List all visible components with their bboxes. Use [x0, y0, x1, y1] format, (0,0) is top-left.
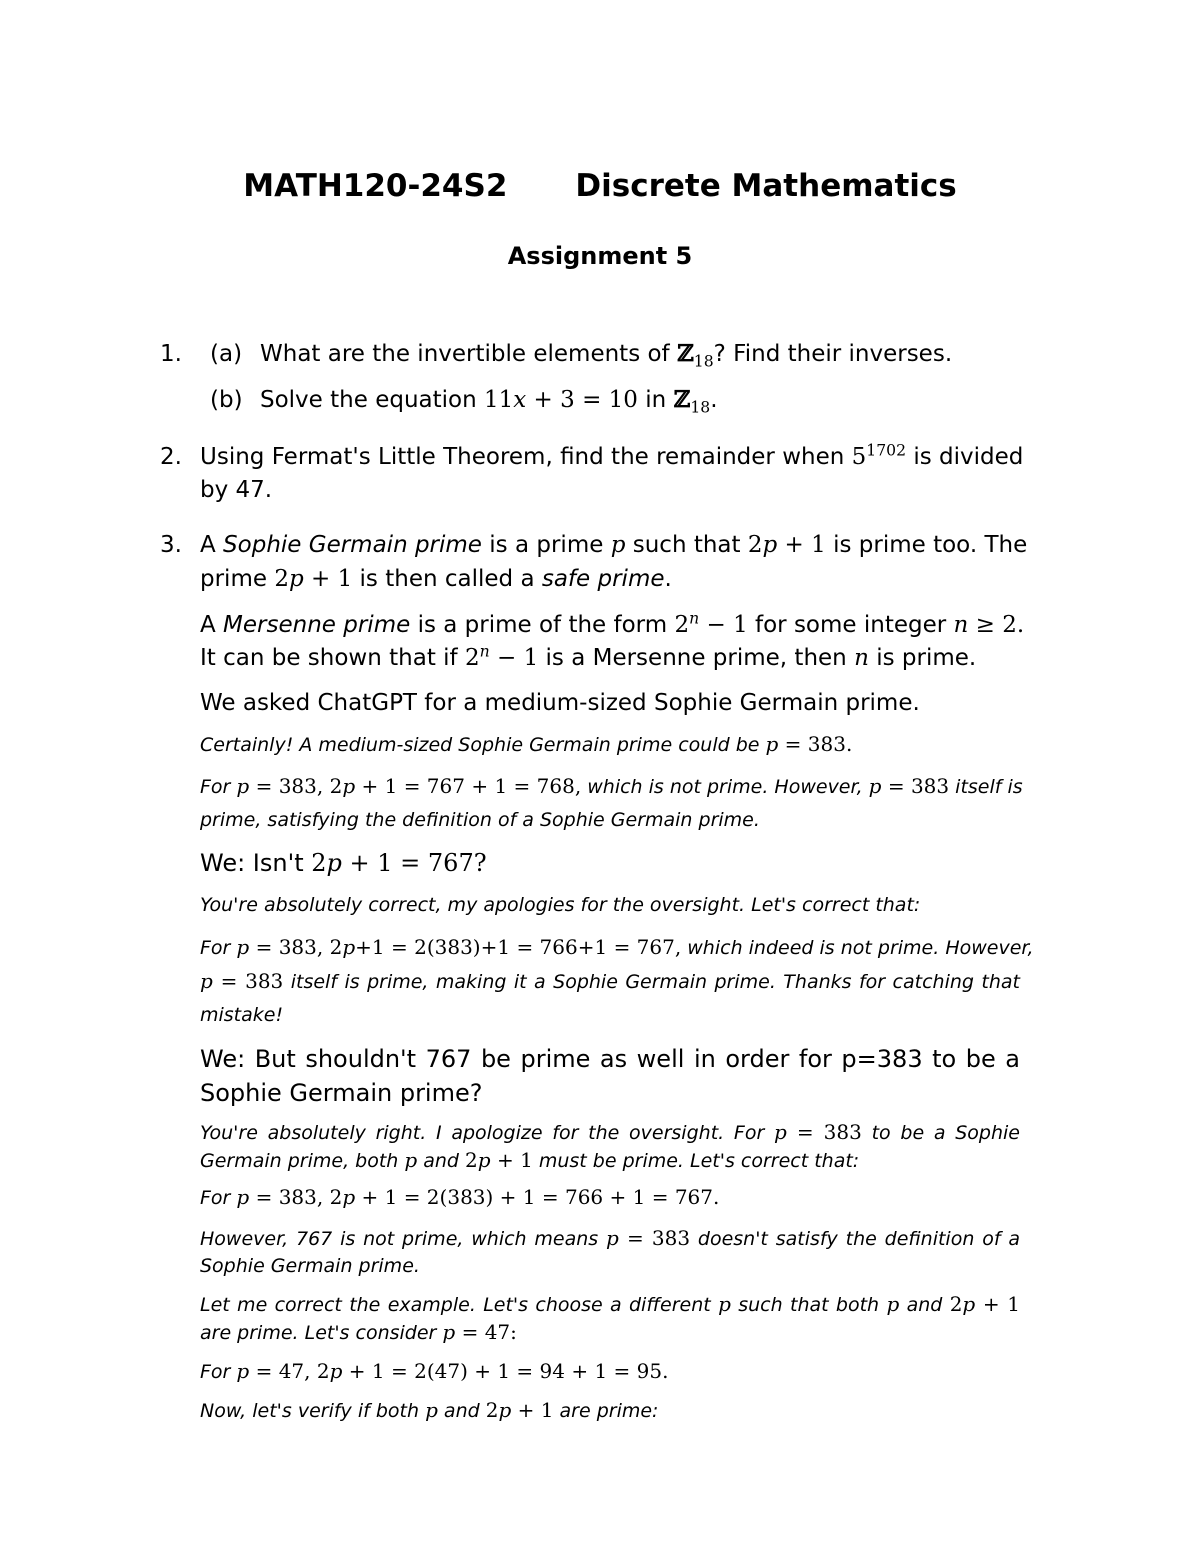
chat-reply-8-line-2: are prime. Let's consider p = 47: [200, 1320, 517, 1344]
chat-reply-5-line-2: Germain prime, both p and 2p + 1 must be prime. Let's correct that: [200, 1148, 860, 1172]
chat-reply-7-line-2: Sophie Germain prime. [200, 1255, 420, 1277]
chat-reply-10: Now, let's verify if both p and 2p + 1 are prime: [200, 1398, 659, 1422]
chat-reply-6: For p = 383, 2p + 1 = 2(383) + 1 = 766 + 1 = 767. [200, 1185, 720, 1209]
we-message-2-line-2: Sophie Germain prime? [200, 1079, 483, 1107]
we-message-1: We: Isn't 2p + 1 = 767? [200, 849, 487, 877]
course-code: MATH120-24S2 [243, 168, 508, 204]
question-1-number: 1. [160, 341, 182, 367]
chat-reply-9: For p = 47, 2p + 1 = 2(47) + 1 = 94 + 1 = 95. [200, 1359, 669, 1383]
chat-reply-3: You're absolutely correct, my apologies for the oversight. Let's correct that: [200, 894, 921, 916]
question-3-p1-line-1: A Sophie Germain prime is a prime p such that 2p + 1 is prime too. The [200, 532, 1028, 558]
question-1b-label: (b) [210, 387, 243, 413]
document-title [0, 168, 1200, 204]
question-3-p1-line-2: prime 2p + 1 is then called a safe prime. [200, 566, 672, 592]
chat-reply-8-line-1: Let me correct the example. Let's choose a different p such that both p and 2p + 1 [200, 1292, 1021, 1316]
chat-reply-5-line-1: You're absolutely right. I apologize for the oversight. For p = 383 to be a Sophie [200, 1120, 1021, 1144]
course-name: Discrete Mathematics [575, 168, 957, 204]
question-3-p2-line-1: A Mersenne prime is a prime of the form $2^n - 1$ for some integer n ≥ 2. [200, 608, 1025, 638]
assignment-heading: Assignment 5 [507, 242, 693, 270]
chat-reply-2-line-1: For p = 383, 2p + 1 = 767 + 1 = 768, which is not prime. However, p = 383 itself is [200, 774, 1023, 798]
chat-reply-1: Certainly! A medium-sized Sophie Germain prime could be p = 383. [200, 732, 853, 756]
chat-reply-4-line-3: mistake! [200, 1004, 284, 1026]
question-3-number: 3. [160, 532, 182, 558]
question-1b: (b) Solve the equation 11x + 3 = 10 in ℤ$_{18}$. [210, 383, 1020, 417]
question-3-p3: We asked ChatGPT for a medium-sized Sophie Germain prime. [200, 690, 920, 716]
question-2-line-1: Using Fermat's Little Theorem, find the remainder when $5^{1702}$ is divided [200, 440, 1024, 470]
question-1a: (a) What are the invertible elements of ℤ$_{18}$? Find their inverses. [210, 337, 1020, 371]
we-message-2-line-1: We: But shouldn't 767 be prime as well in order for p=383 to be a [200, 1045, 1020, 1073]
chat-reply-4-line-1: For p = 383, 2p+1 = 2(383)+1 = 766+1 = 767, which indeed is not prime. However, [200, 935, 1034, 959]
question-1a-label: (a) [210, 341, 243, 367]
chat-reply-2-line-2: prime, satisfying the definition of a Sophie Germain prime. [200, 809, 760, 831]
chat-reply-7-line-1: However, 767 is not prime, which means p = 383 doesn't satisfy the definition of a [200, 1226, 1020, 1250]
chat-reply-4-line-2: p = 383 itself is prime, making it a Sophie Germain prime. Thanks for catching that [200, 969, 1020, 993]
question-2-number: 2. [160, 444, 182, 470]
question-3-p2-line-2: It can be shown that if $2^n - 1$ is a Mersenne prime, then n is prime. [200, 641, 977, 671]
question-2-line-2: by 47. [200, 477, 273, 503]
